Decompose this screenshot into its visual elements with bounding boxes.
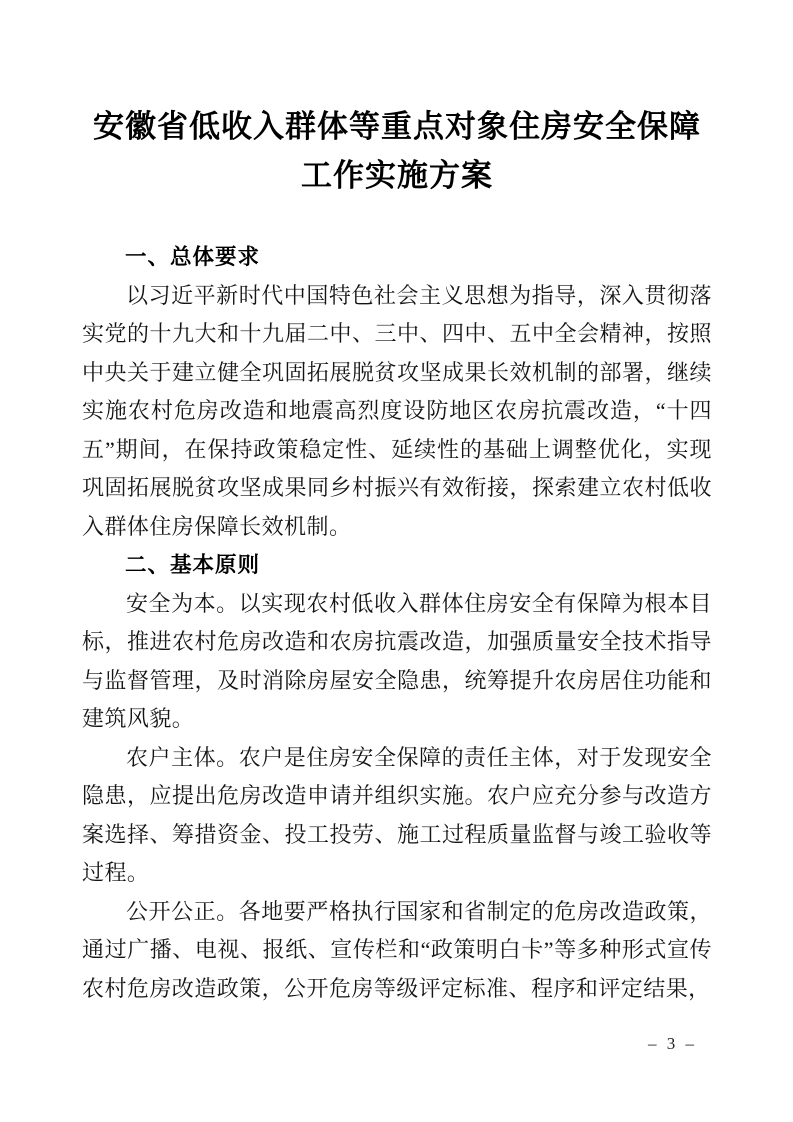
document-title-line-1: 安徽省低收入群体等重点对象住房安全保障 xyxy=(93,109,701,144)
page-number: – 3 – xyxy=(648,1034,697,1053)
document-title xyxy=(82,102,712,200)
document-title-line-2: 工作实施方案 xyxy=(301,158,493,193)
paragraph-general-requirements: 以习近平新时代中国特色社会主义思想为指导，深入贯彻落实党的十九大和十九届二中、三中、四中、五中全会精神，按照中央关于建立健全巩固拓展脱贫攻坚成果长效机制的部署，继续实施农村危房改造和地震高烈度设防地区农房抗震改造，“十四五”期间，在保持政策稳定性、延续性的基础上调整优化，实现巩固拓展脱贫攻坚成果同乡村振兴有效衔接，探索建立农村低收入群体住房保障长效机制。 xyxy=(82,282,712,539)
document-body xyxy=(82,238,712,1008)
section-heading-general-requirements: 一、总体要求 xyxy=(125,245,261,269)
paragraph-farmer-responsibility: 农户主体。农户是住房安全保障的责任主体，对于发现安全隐患，应提出危房改造申请并组织实施。农户应充分参与改造方案选择、筹措资金、投工投劳、施工过程质量监督与竣工验收等过程。 xyxy=(82,744,712,885)
section-heading-basic-principles: 二、基本原则 xyxy=(125,553,261,577)
paragraph-openness-fairness: 公开公正。各地要严格执行国家和省制定的危房改造政策，通过广播、电视、报纸、宣传栏和“政策明白卡”等多种形式宣传农村危房改造政策，公开危房等级评定标准、程序和评定结果， xyxy=(82,898,712,1001)
paragraph-safety-first: 安全为本。以实现农村低收入群体住房安全有保障为根本目标，推进农村危房改造和农房抗震改造，加强质量安全技术指导与监督管理，及时消除房屋安全隐患，统筹提升农房居住功能和建筑风貌。 xyxy=(82,590,712,731)
